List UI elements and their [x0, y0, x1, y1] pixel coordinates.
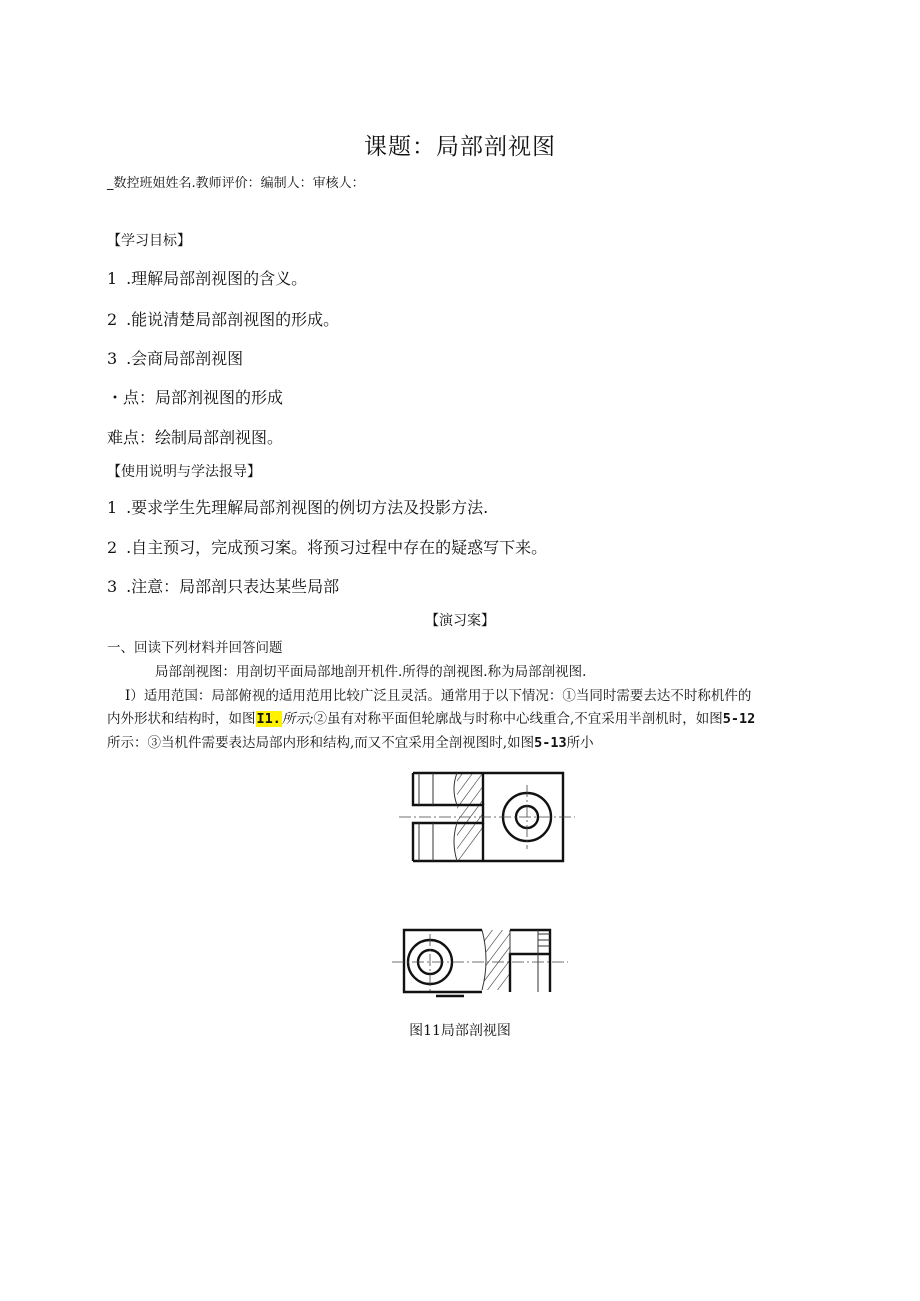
practice-heading: 【演习案】 — [425, 613, 495, 629]
item-text: .注意：局部剖只表达某些局部 — [121, 577, 340, 596]
section-view-drawing-top — [395, 765, 580, 870]
figure-ref-highlight: I1. — [256, 711, 281, 727]
objectives-heading: 【学习目标】 — [107, 233, 191, 249]
page-title: 课题：局部剖视图 — [364, 134, 556, 160]
instruction-item — [107, 535, 547, 558]
item-number: 1 — [107, 498, 118, 517]
outline — [510, 930, 550, 992]
figure-ref: 5-12 — [722, 711, 756, 727]
instruction-item — [107, 574, 339, 597]
objective-item — [107, 266, 307, 289]
objective-item — [107, 346, 243, 369]
text-segment: 所示; — [281, 711, 314, 727]
item-text: .自主预习，完成预习案。将预习过程中存在的疑惑写下来。 — [121, 538, 548, 557]
figure-ref: 5-13 — [534, 735, 567, 751]
instructions-heading: 【使用说明与学法报导】 — [107, 464, 261, 480]
difficulty: 难点：绘制局部剖视图。 — [107, 428, 284, 447]
item-number: 1 — [107, 269, 118, 288]
meta-line: _数控班姐姓名.教师评价：编制人：审核人： — [107, 176, 365, 191]
item-text: .理解局部剖视图的含义。 — [121, 269, 308, 288]
paragraph-line — [107, 731, 594, 751]
section-title: 一、回读下列材料并回答问题 — [107, 640, 283, 656]
key-point: ・点：局部剂视图的形成 — [107, 388, 284, 407]
text-segment: 所示：③当机件需要表达局部内形和结构,而又不宜采用全剖视图时,如图 — [107, 735, 535, 751]
text-segment: 所小 — [566, 735, 594, 751]
item-number: 3 — [107, 577, 118, 596]
text-segment: ②虽有对称平面但轮廓战与时称中心线重合,不宜采用半剖机时，如图 — [313, 711, 723, 727]
item-text: .会商局部剖视图 — [121, 349, 244, 368]
slot-outline — [510, 954, 550, 992]
text-segment: 内外形状和结构时，如图 — [107, 711, 256, 727]
paragraph-line: I）适用范国：局部俯视的适用范用比较广泛且灵活。通常用于以下情况：①当同时需要去达不时称机件的 — [125, 688, 752, 704]
item-text: .要求学生先理解局部剂视图的例切方法及投影方法. — [121, 498, 489, 517]
definition: 局部剖视图：用剖切平面局部地剖开机件.所得的剖视图.称为局部剖视图. — [155, 664, 587, 680]
hatch-area — [395, 770, 525, 865]
objective-item — [107, 307, 339, 330]
item-text: .能说清楚局部剖视图的形成。 — [121, 310, 340, 329]
paragraph-line — [107, 707, 755, 727]
section-view-drawing-bottom — [390, 920, 575, 1000]
figure-caption: 图11局部剖视图 — [409, 1023, 511, 1039]
item-number: 2 — [107, 310, 118, 329]
hatch-area — [440, 920, 550, 1000]
item-number: 3 — [107, 349, 118, 368]
item-number: 2 — [107, 538, 118, 557]
instruction-item — [107, 495, 488, 518]
